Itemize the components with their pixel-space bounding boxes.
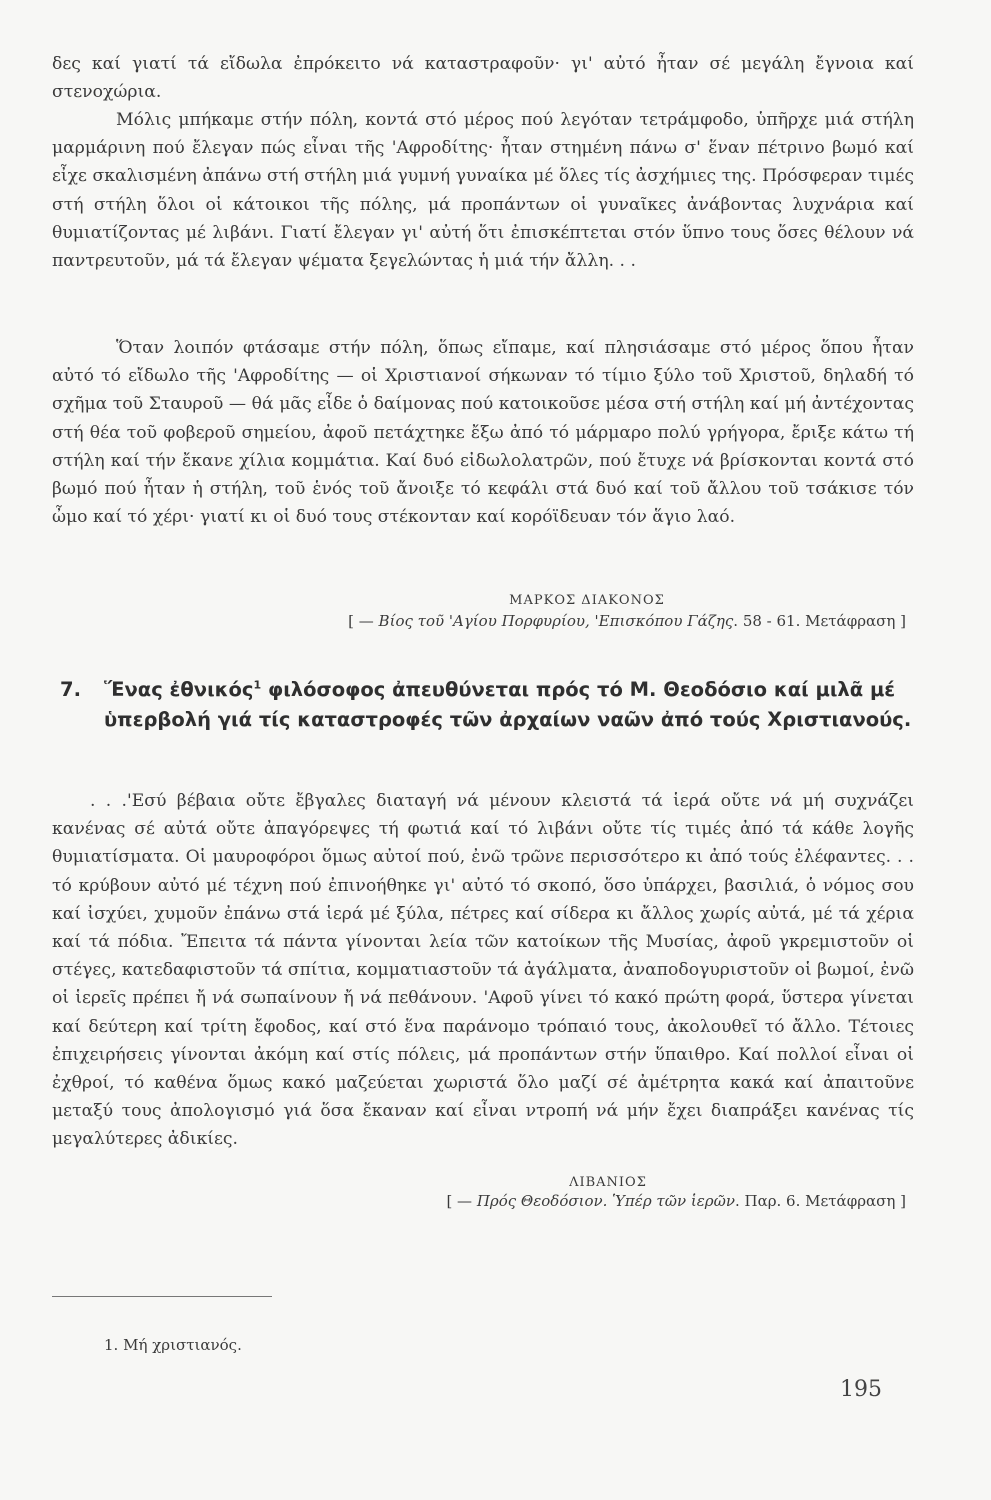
paragraph-3 bbox=[52, 334, 914, 531]
attribution-author-1: ΜΑΡΚΟΣ ΔΙΑΚΟΝΟΣ bbox=[509, 593, 665, 608]
citation-1 bbox=[250, 612, 906, 630]
paragraph-4-text: . . .'Εσύ βέβαια οὔτε ἔβγαλες διαταγή νά μένουν κλειστά τά ἱερά οὔτε νά μή συχνάζει κανένας σέ αὐτά οὔτε ἀπαγόρεψες τή φωτιά καί τό λιβάνι οὔτε τίς τιμές ἀπό τά κάθε λογῆς θυμιατίσματα. Οἱ μαυροφόροι ὅμως αὐτοί πού, ἐνῶ τρῶνε περισσότερο κι ἀπό τούς ἐλέφαντες. . . τό κρύβουν αὐτό μέ τέχνη πού ἐπινοήθηκε γι' αὐτό τό σκοπό, ὅσο ὑπάρχει, βασιλιά, ὁ νόμος σου καί ἰσχύει, χυμοῦν ἐπάνω στά ἱερά μέ ξύλα, πέτρες καί σίδερα κι ἄλλος χωρίς αὐτά, μέ τά χέρια καί τά πόδια. Ἔπειτα τά πάντα γίνονται λεία τῶν κατοίκων τῆς Μυσίας, ἀφοῦ γκρεμιστοῦν οἱ στέγες, κατεδαφιστοῦν τά σπίτια, κομματιαστοῦν τά ἀγάλματα, ἀναποδογυριστοῦν οἱ βωμοί, ἐνῶ οἱ ἱερεῖς πρέπει ἤ νά σωπαίνουν ἤ νά πεθάνουν. 'Αφοῦ γίνει τό κακό πρώτη φορά, ὕστερα γίνεται καί δεύτερη καί τρίτη ἔφοδος, καί στό ἕνα παράνομο τρόπαιό τους, ἀκολουθεῖ τό ἄλλο. Τέτοιες ἐπιχειρήσεις γίνονται ἀκόμη καί στίς πόλεις, μά προπάντων στήν ὕπαιθρο. Καί πολλοί εἶναι οἱ ἐχθροί, τό καθένα ὅμως κακό μαζεύεται χωριστά ὅλο μαζί σέ ἀμέτρητα κακά καί ἀπαιτοῦνε μεταξύ τους ἀπολογισμό γιά ὅσα ἔκαναν καί εἶναι ντροπή νά μήν ἔχει διαπράξει κανένας τίς μεγαλύτερες ἀδικίες. bbox=[52, 791, 914, 1150]
paragraph-4 bbox=[52, 787, 914, 1154]
citation-2-rest: . Παρ. 6. Μετάφραση ] bbox=[734, 1192, 906, 1210]
section-title-start: Ἕνας ἐθνικός bbox=[104, 678, 254, 701]
footnote-marker: 1 bbox=[253, 678, 262, 692]
citation-2 bbox=[360, 1192, 906, 1210]
citation-2-title: Πρός Θεοδόσιον. Ὑπέρ τῶν ἱερῶν bbox=[476, 1192, 735, 1210]
section-number: 7. bbox=[60, 678, 81, 701]
citation-2-open: [ — bbox=[446, 1192, 477, 1210]
paragraph-1: δες καί γιατί τά εἴδωλα ἐπρόκειτο νά καταστραφοῦν· γι' αὐτό ἦταν σέ μεγάλη ἔγνοια καί στενοχώρια. bbox=[52, 54, 914, 103]
attribution-author-2: ΛΙΒΑΝΙΟΣ bbox=[569, 1175, 647, 1190]
paragraph-2 bbox=[52, 106, 914, 275]
page-number: 195 bbox=[840, 1377, 882, 1402]
citation-1-rest: . 58 - 61. Μετάφραση ] bbox=[733, 612, 906, 630]
paragraph-2-text: Μόλις μπήκαμε στήν πόλη, κοντά στό μέρος πού λεγόταν τετράμφοδο, ὑπῆρχε μιά στήλη μαρμάρινη πού ἔλεγαν πώς εἶναι τῆς 'Αφροδίτης· ἦταν στημένη πάνω σ' ἕναν πέτρινο βωμό καί εἶχε σκαλισμένη ἀπάνω στή στήλη μιά γυμνή γυναίκα μέ ὅλες τίς ἀσχήμιες της. Πρόσφεραν τιμές στή στήλη ὅλοι οἱ κάτοικοι τῆς πόλης, μά προπάντων οἱ γυναῖκες ἀνάβοντας λυχνάρια καί θυμιατίζοντας μέ λιβάνι. Γιατί ἔλεγαν γι' αὐτή ὅτι ἐπισκέπτεται στόν ὕπνο τους ὅσες θέλουν νά παντρευτοῦν, μά τά ἔλεγαν ψέματα ξεγελώντας ἡ μιά τήν ἄλλη. . . bbox=[52, 110, 914, 272]
paragraph-3-text: Ὅταν λοιπόν φτάσαμε στήν πόλη, ὅπως εἴπαμε, καί πλησιάσαμε στό μέρος ὅπου ἦταν αὐτό τό εἴδωλο τῆς 'Αφροδίτης — οἱ Χριστιανοί σήκωναν τό τίμιο ξύλο τοῦ Χριστοῦ, δηλαδή τό σχῆμα τοῦ Σταυροῦ — θά μᾶς εἶδε ὁ δαίμονας πού κατοικοῦσε μέσα στή στήλη καί μή ἀντέχοντας στή θέα τοῦ φοβεροῦ σημείου, ἀφοῦ πετάχτηκε ἔξω ἀπό τό μάρμαρο πολύ γρήγορα, ἔριξε κάτω τή στήλη καί τήν ἔκανε χίλια κομμάτια. Καί δυό εἰδωλολατρῶν, πού ἔτυχε νά βρίσκονται κοντά στό βωμό πού ἦταν ἡ στήλη, τοῦ ἑνός τοῦ ἄνοιξε τό κεφάλι στά δυό καί τοῦ ἄλλου τοῦ τσάκισε τόν ὦμο καί τό χέρι· γιατί κι οἱ δυό τους στέκονταν καί κορόϊδευαν τόν ἅγιο λαό. bbox=[52, 338, 914, 528]
footnote-divider bbox=[52, 1296, 272, 1297]
citation-1-open: [ — bbox=[348, 612, 379, 630]
section-title-rest: φιλόσοφος ἀπευθύνεται πρός τό Μ. Θεοδόσιο καί μιλᾶ μέ ὑπερβολή γιά τίς καταστροφές τῶν ἀρχαίων ναῶν ἀπό τούς Χριστιανούς. bbox=[104, 678, 912, 731]
citation-1-title: Βίος τοῦ 'Αγίου Πορφυρίου, 'Επισκόπου Γάζης bbox=[378, 612, 734, 630]
footnote: 1. Μή χριστιανός. bbox=[104, 1336, 242, 1354]
section-heading bbox=[60, 675, 914, 735]
